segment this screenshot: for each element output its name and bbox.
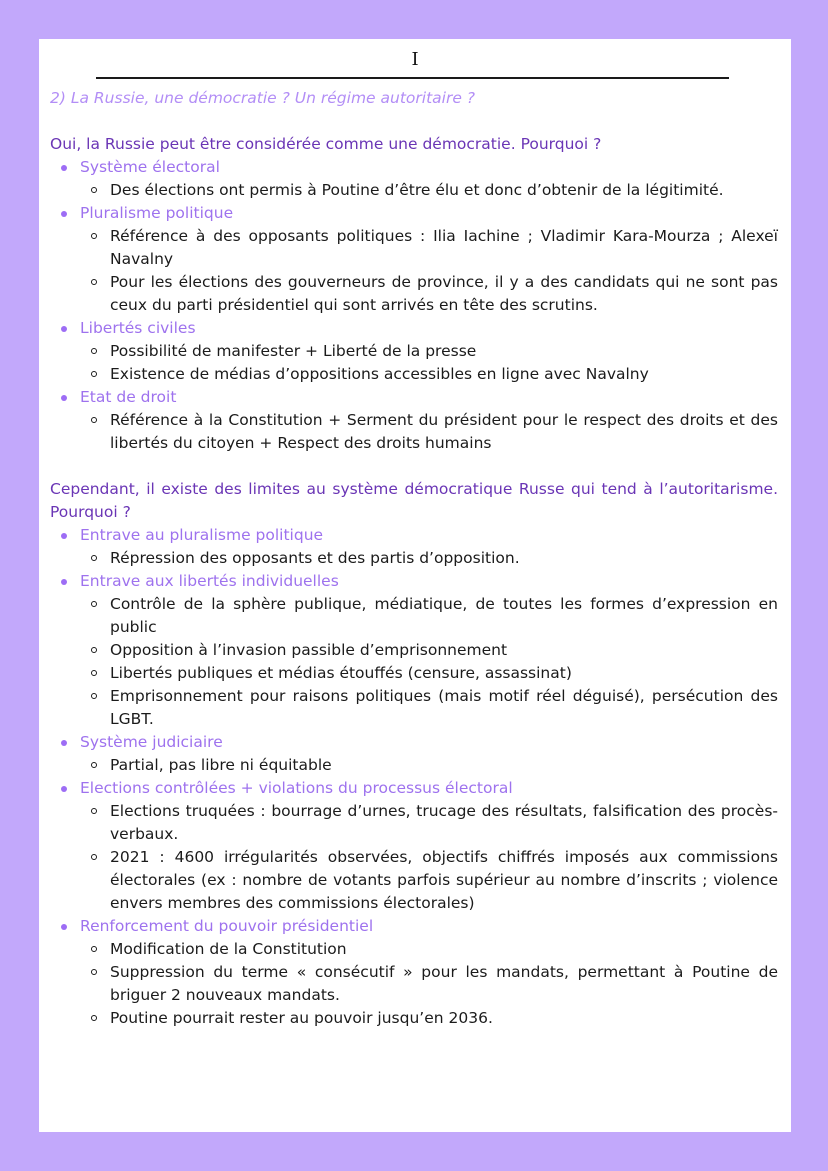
point-item: [80, 179, 778, 202]
point-text: Poutine pourrait rester au pouvoir jusqu’en 2036.: [110, 1009, 493, 1027]
point-item: [80, 363, 778, 386]
circle-bullet-icon: [91, 601, 97, 607]
topic-title: Système électoral: [80, 158, 220, 176]
point-item: [80, 639, 778, 662]
point-item: [80, 961, 778, 1007]
point-text: Des élections ont permis à Poutine d’être élu et donc d’obtenir de la légitimité.: [110, 181, 724, 199]
point-text: Répression des opposants et des partis d’opposition.: [110, 549, 520, 567]
circle-bullet-icon: [91, 371, 97, 377]
bullet-dot-icon: [61, 786, 67, 792]
header-rule: [96, 77, 729, 79]
bullet-dot-icon: [61, 165, 67, 171]
circle-bullet-icon: [91, 187, 97, 193]
section-subtitle: 2) La Russie, une démocratie ? Un régime autoritaire ?: [50, 89, 476, 107]
section-yes-intro: Oui, la Russie peut être considérée comme une démocratie. Pourquoi ?: [50, 135, 602, 153]
circle-bullet-icon: [91, 348, 97, 354]
point-item: [80, 409, 778, 455]
circle-bullet-icon: [91, 555, 97, 561]
point-text: Possibilité de manifester + Liberté de la presse: [110, 342, 477, 360]
circle-bullet-icon: [91, 693, 97, 699]
point-text: Suppression du terme « consécutif » pour les mandats, permettant à Poutine de briguer 2 nouveaux mandats.: [110, 963, 778, 1004]
point-text: Existence de médias d’oppositions accessibles en ligne avec Navalny: [110, 365, 649, 383]
bullet-dot-icon: [61, 533, 67, 539]
circle-bullet-icon: [91, 233, 97, 239]
topic-item: [50, 915, 778, 1030]
point-item: [80, 340, 778, 363]
circle-bullet-icon: [91, 647, 97, 653]
point-item: [80, 662, 778, 685]
circle-bullet-icon: [91, 417, 97, 423]
topic-item: [50, 777, 778, 915]
bullet-dot-icon: [61, 740, 67, 746]
point-text: Partial, pas libre ni équitable: [110, 756, 332, 774]
content: [50, 87, 778, 1030]
point-item: [80, 938, 778, 961]
point-text: Pour les élections des gouverneurs de province, il y a des candidats qui ne sont pas ceux du parti présidentiel qui sont arrivés en tête des scrutins.: [110, 273, 778, 314]
bullet-dot-icon: [61, 211, 67, 217]
circle-bullet-icon: [91, 946, 97, 952]
point-text: Elections truquées : bourrage d’urnes, trucage des résultats, falsification des procès-verbaux.: [110, 802, 778, 843]
point-text: Opposition à l’invasion passible d’emprisonnement: [110, 641, 508, 659]
topic-title: Pluralisme politique: [80, 204, 234, 222]
page-number: I: [411, 49, 419, 70]
point-item: [80, 1007, 778, 1030]
circle-bullet-icon: [91, 762, 97, 768]
point-text: Libertés publiques et médias étouffés (censure, assassinat): [110, 664, 572, 682]
point-text: Emprisonnement pour raisons politiques (mais motif réel déguisé), persécution des LGBT.: [110, 687, 778, 728]
point-text: Référence à la Constitution + Serment du président pour le respect des droits et des libertés du citoyen + Respect des droits humains: [110, 411, 778, 452]
topic-item: [50, 570, 778, 731]
section-however-topics: [50, 524, 778, 1030]
point-text: Référence à des opposants politiques : Ilia Iachine ; Vladimir Kara-Mourza ; Alexeï Navalny: [110, 227, 778, 268]
circle-bullet-icon: [91, 279, 97, 285]
circle-bullet-icon: [91, 808, 97, 814]
point-item: [80, 271, 778, 317]
point-text: Contrôle de la sphère publique, médiatique, de toutes les formes d’expression en public: [110, 595, 778, 636]
circle-bullet-icon: [91, 1015, 97, 1021]
topic-item: [50, 202, 778, 317]
point-text: Modification de la Constitution: [110, 940, 347, 958]
bullet-dot-icon: [61, 326, 67, 332]
topic-title: Renforcement du pouvoir présidentiel: [80, 917, 374, 935]
topic-title: Elections contrôlées + violations du processus électoral: [80, 779, 513, 797]
document-page: [39, 39, 791, 1132]
topic-item: [50, 386, 778, 455]
point-item: [80, 593, 778, 639]
topic-title: Libertés civiles: [80, 319, 196, 337]
bullet-dot-icon: [61, 395, 67, 401]
topic-title: Entrave aux libertés individuelles: [80, 572, 339, 590]
section-yes-topics: [50, 156, 778, 455]
section-however-intro: Cependant, il existe des limites au système démocratique Russe qui tend à l’autoritarisme. Pourquoi ?: [50, 480, 778, 521]
section-yes: [50, 133, 778, 455]
topic-title: Entrave au pluralisme politique: [80, 526, 324, 544]
bullet-dot-icon: [61, 924, 67, 930]
topic-title: Système judiciaire: [80, 733, 223, 751]
point-item: [80, 800, 778, 846]
topic-item: [50, 317, 778, 386]
topic-item: [50, 524, 778, 570]
point-item: [80, 754, 778, 777]
topic-item: [50, 156, 778, 202]
point-item: [80, 685, 778, 731]
circle-bullet-icon: [91, 969, 97, 975]
point-item: [80, 547, 778, 570]
point-text: 2021 : 4600 irrégularités observées, objectifs chiffrés imposés aux commissions électorales (ex : nombre de votants parfois supérieur au nombre d’inscrits ; violence envers membres des commissions électorales): [110, 848, 778, 912]
topic-item: [50, 731, 778, 777]
section-however: [50, 478, 778, 1030]
circle-bullet-icon: [91, 670, 97, 676]
circle-bullet-icon: [91, 854, 97, 860]
point-item: [80, 225, 778, 271]
bullet-dot-icon: [61, 579, 67, 585]
point-item: [80, 846, 778, 915]
topic-title: Etat de droit: [80, 388, 177, 406]
